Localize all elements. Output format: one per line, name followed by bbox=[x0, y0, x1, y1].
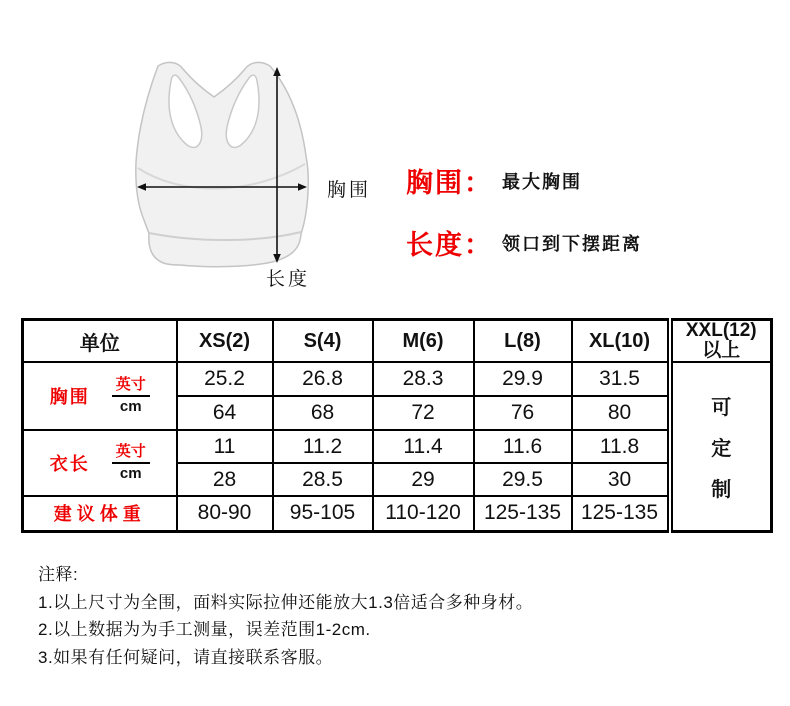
length-unit-fraction bbox=[112, 444, 150, 482]
chest-row-label: 胸围 bbox=[49, 387, 90, 407]
notes-section bbox=[38, 561, 533, 671]
length-cm-l: 29.5 bbox=[474, 463, 572, 496]
size-header-l: L(8) bbox=[474, 320, 572, 363]
product-diagram bbox=[100, 40, 330, 280]
chest-inch-xl: 31.5 bbox=[572, 362, 670, 396]
length-inch-l: 11.6 bbox=[474, 430, 572, 463]
chest-cm-xl: 80 bbox=[572, 396, 670, 430]
size-header-xxl-line1: XXL(12) bbox=[685, 320, 757, 341]
legend-chest-term: 胸围： bbox=[406, 168, 493, 198]
chest-inch-row bbox=[23, 362, 772, 396]
length-inch-row bbox=[23, 430, 772, 463]
length-row-label-cell bbox=[23, 430, 177, 496]
custom-char-1: 可 bbox=[711, 396, 732, 419]
chest-unit-fraction bbox=[112, 377, 150, 415]
size-header-m: M(6) bbox=[373, 320, 474, 363]
weight-row-label: 建议体重 bbox=[53, 504, 146, 525]
weight-xl: 125-135 bbox=[572, 496, 670, 531]
chest-arrow-label: 胸围 bbox=[327, 180, 372, 201]
legend-chest-desc: 最大胸围 bbox=[502, 171, 582, 192]
table-header-row bbox=[23, 320, 772, 363]
size-header-xl: XL(10) bbox=[572, 320, 670, 363]
size-header-s: S(4) bbox=[273, 320, 373, 363]
note-item-3: 3.如果有任何疑问，请直接联系客服。 bbox=[38, 647, 334, 667]
length-cm-xl: 30 bbox=[572, 463, 670, 496]
size-header-xs: XS(2) bbox=[177, 320, 273, 363]
chest-inch-m: 28.3 bbox=[373, 362, 474, 396]
length-cm-m: 29 bbox=[373, 463, 474, 496]
length-unit-cm: cm bbox=[119, 465, 142, 482]
length-inch-m: 11.4 bbox=[373, 430, 474, 463]
length-cm-xs: 28 bbox=[177, 463, 273, 496]
chest-row-label-cell bbox=[23, 362, 177, 430]
custom-char-3: 制 bbox=[711, 478, 732, 501]
legend-chest-row bbox=[406, 161, 582, 200]
weight-row bbox=[23, 496, 772, 531]
legend-length-desc: 领口到下摆距离 bbox=[502, 233, 642, 254]
length-inch-xl: 11.8 bbox=[572, 430, 670, 463]
unit-header-cell: 单位 bbox=[23, 320, 177, 363]
notes-title: 注释: bbox=[38, 565, 79, 584]
length-inch-xs: 11 bbox=[177, 430, 273, 463]
custom-size-text bbox=[673, 391, 771, 502]
custom-size-cell bbox=[670, 362, 772, 531]
note-item-2: 2.以上数据为为手工测量，误差范围1-2cm. bbox=[38, 620, 371, 639]
chest-cm-l: 76 bbox=[474, 396, 572, 430]
size-header-xxl bbox=[670, 320, 772, 363]
chest-cm-xs: 64 bbox=[177, 396, 273, 430]
chest-cm-s: 68 bbox=[273, 396, 373, 430]
size-table bbox=[21, 318, 773, 533]
chest-unit-inch: 英寸 bbox=[112, 377, 150, 397]
length-cm-s: 28.5 bbox=[273, 463, 373, 496]
length-row-label: 衣长 bbox=[49, 454, 90, 474]
chest-inch-xs: 25.2 bbox=[177, 362, 273, 396]
legend-length-row bbox=[406, 223, 642, 262]
chest-unit-cm: cm bbox=[119, 398, 142, 415]
length-arrow-label: 长度 bbox=[266, 269, 311, 290]
custom-char-2: 定 bbox=[711, 437, 732, 460]
weight-row-label-cell bbox=[23, 496, 177, 531]
weight-s: 95-105 bbox=[273, 496, 373, 531]
weight-xs: 80-90 bbox=[177, 496, 273, 531]
size-header-xxl-line2: 以上 bbox=[702, 340, 741, 361]
chest-cm-m: 72 bbox=[373, 396, 474, 430]
chest-inch-l: 29.9 bbox=[474, 362, 572, 396]
weight-l: 125-135 bbox=[474, 496, 572, 531]
note-item-1: 1.以上尺寸为全围，面料实际拉伸还能放大1.3倍适合多种身材。 bbox=[38, 592, 534, 612]
length-unit-inch: 英寸 bbox=[112, 444, 150, 464]
weight-m: 110-120 bbox=[373, 496, 474, 531]
sports-bra-illustration bbox=[100, 40, 330, 280]
legend-length-term: 长度： bbox=[406, 230, 493, 260]
chest-inch-s: 26.8 bbox=[273, 362, 373, 396]
size-table-container bbox=[21, 318, 773, 533]
length-inch-s: 11.2 bbox=[273, 430, 373, 463]
